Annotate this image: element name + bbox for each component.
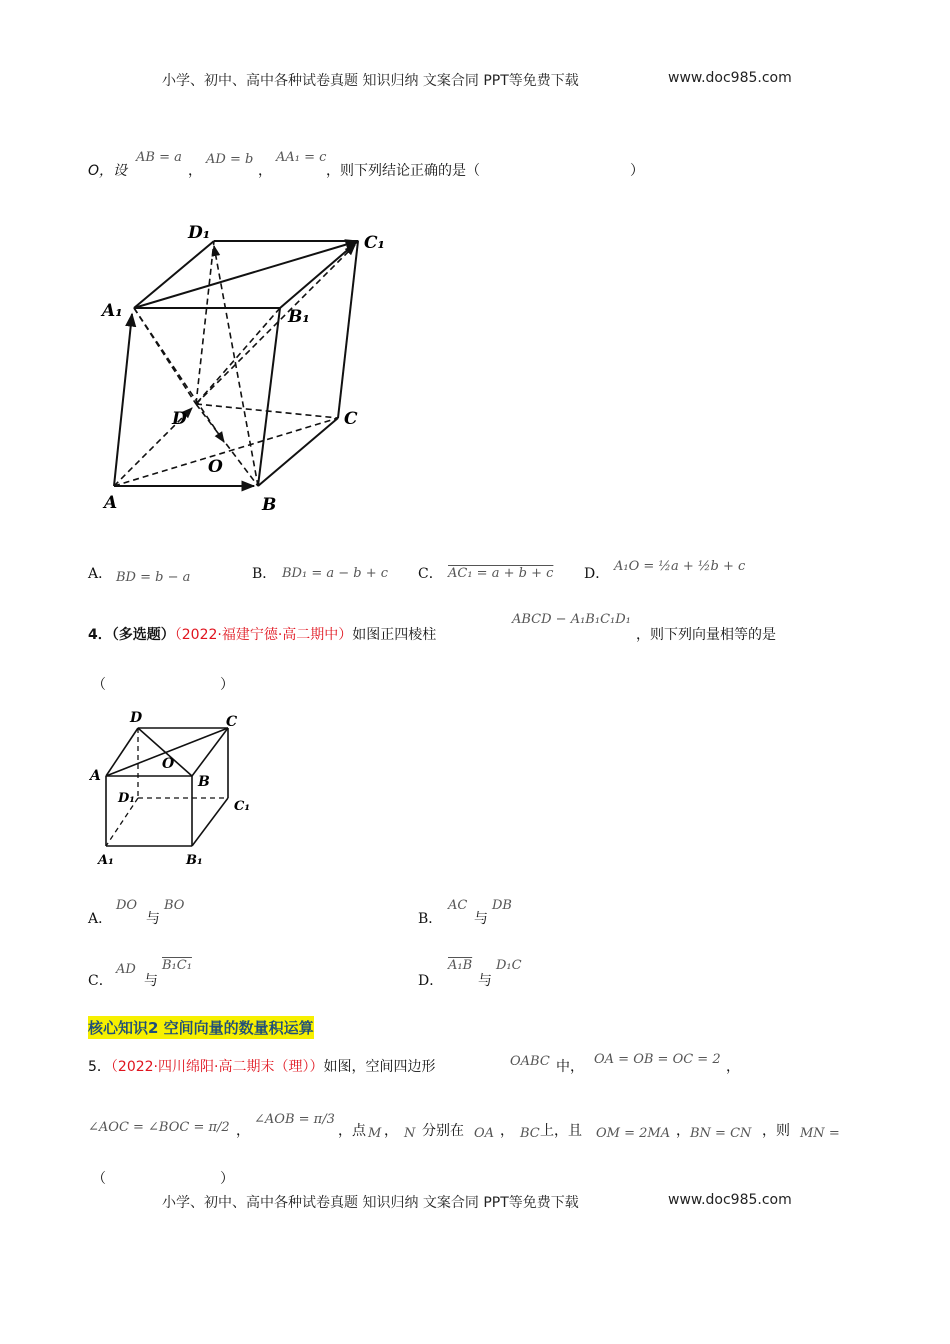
label-o: O (162, 756, 175, 772)
q5-eq1: OA = OB = OC = 2 (594, 1052, 721, 1067)
q5-sep3: ， (676, 1123, 690, 1139)
label-c: C (344, 409, 358, 429)
vector-aa1 (114, 314, 132, 486)
q5-number: 5． (88, 1059, 111, 1075)
q4-paren-close: ） (220, 677, 234, 693)
q5-ze: ，则 (762, 1123, 790, 1139)
label-o: O (208, 457, 223, 477)
q3-option-d-expr: A₁O = ½a + ½b + c (614, 559, 746, 574)
q5-mn: MN = (800, 1126, 840, 1141)
label-a: A (104, 493, 118, 513)
q5-comma: ， (726, 1059, 740, 1075)
q3-option-a-expr: BD = b − a (116, 570, 191, 585)
q4-option-d-left: A₁B (448, 958, 473, 973)
label-b1: B₁ (288, 307, 310, 327)
q3-stem-o: O，设 (88, 163, 128, 179)
q4-option-c-label: C． (88, 973, 113, 989)
label-b1: B₁ (186, 853, 203, 868)
q3-option-b-label: B． (252, 566, 277, 582)
label-a: A (90, 768, 101, 784)
q3-comma2: ， (258, 163, 272, 179)
q4-number: 4． (88, 627, 112, 643)
diag-ac (114, 418, 338, 486)
edge-b1c1 (192, 798, 228, 846)
label-d1: D₁ (188, 223, 211, 243)
q5-stem: 如图，空间四边形 (323, 1059, 436, 1075)
q5-bc: BC (520, 1126, 540, 1141)
q4-option-a-mid: 与 (146, 911, 160, 927)
q4-stem-tail: ，则下列向量相等的是 (636, 627, 776, 643)
q4-option-c-mid: 与 (144, 973, 158, 989)
edge-bc (258, 418, 338, 486)
q5-m: M (368, 1126, 382, 1141)
q5-paren-close: ） (220, 1171, 234, 1187)
label-d1: D₁ (118, 791, 135, 806)
q3-option-b-expr: BD₁ = a − b + c (282, 566, 389, 581)
q3-comma1: ， (188, 163, 202, 179)
label-b: B (198, 774, 210, 790)
q4-stem-line (88, 624, 436, 644)
q4-type: （多选题） (111, 627, 175, 643)
q4-prism: ABCD − A₁B₁C₁D₁ (512, 612, 631, 627)
q3-option-d-label: D． (584, 566, 610, 582)
q5-n: N (404, 1126, 416, 1141)
q4-source: （2022·福建宁德·高二期中） (174, 627, 353, 643)
edge-dd1 (196, 241, 214, 404)
q4-option-b-mid: 与 (474, 911, 488, 927)
edge-b1c1 (280, 241, 358, 308)
q5-dian: ，点 (338, 1123, 366, 1139)
q5-stem-line1 (88, 1056, 435, 1076)
header-site-link[interactable]: www.doc985.com (668, 70, 792, 86)
edge-d1a1 (134, 241, 214, 308)
q5-bn: BN = CN (690, 1126, 752, 1141)
vector-dc1 (196, 245, 355, 404)
label-a1: A₁ (102, 301, 123, 321)
q3-tail: ，则下列结论正确的是（ (326, 163, 480, 179)
q3-parallelepiped-figure (96, 218, 396, 518)
q5-shang: 上，且 (540, 1123, 582, 1139)
q5-oa: OA (474, 1126, 495, 1141)
q3-option-c-expr: AC₁ = a + b + c (448, 566, 554, 581)
q4-option-d-label: D． (418, 973, 444, 989)
q4-option-a-left: DO (116, 898, 138, 913)
label-b: B (262, 495, 277, 515)
q4-option-a-label: A． (88, 911, 113, 927)
q3-ad: AD = b (206, 152, 254, 167)
q4-option-d-mid: 与 (478, 973, 492, 989)
footer-site-link[interactable]: www.doc985.com (668, 1192, 792, 1208)
q3-option-a-label: A． (88, 566, 113, 582)
q5-source: （2022·四川绵阳·高二期末（理）） (110, 1059, 324, 1075)
diag-a1d (134, 308, 196, 404)
q3-aa1: AA₁ = c (276, 150, 327, 165)
q4-stem: 如图正四棱柱 (352, 627, 437, 643)
q5-oabc: OABC (510, 1054, 550, 1069)
q5-angle1: ∠AOC = ∠BOC = π/2 (88, 1120, 230, 1135)
q4-option-c-left: AD (116, 962, 136, 977)
q5-zhong: 中， (556, 1059, 584, 1075)
label-d: D (172, 409, 187, 429)
section-heading: 核心知识2 空间向量的数量积运算 (88, 1016, 314, 1039)
edge-b1b (258, 308, 280, 486)
q4-option-a-right: BO (164, 898, 185, 913)
q3-close-paren: ） (630, 163, 644, 179)
label-c1: C₁ (234, 799, 251, 814)
q3-option-c-label: C． (418, 566, 443, 582)
q3-ab: AB = a (136, 150, 182, 165)
q5-sep: ， (384, 1123, 398, 1139)
diag-b1d (196, 308, 280, 404)
q4-prism-figure (86, 706, 266, 876)
edge-cc1 (338, 241, 358, 418)
label-a1: A₁ (98, 853, 114, 868)
q5-om: OM = 2MA (596, 1126, 671, 1141)
q4-paren-open: （ (92, 677, 106, 693)
q5-paren-open: （ (92, 1171, 106, 1187)
q4-option-d-right: D₁C (496, 958, 522, 973)
q5-angle2: ∠AOB = π/3 (254, 1112, 335, 1127)
label-c1: C₁ (364, 233, 385, 253)
footer-text: 小学、初中、高中各种试卷真题 知识归纳 文案合同 PPT等免费下载 (162, 1195, 579, 1211)
q5-sep2: ， (500, 1123, 514, 1139)
q4-option-b-left: AC (448, 898, 468, 913)
edge-da (106, 728, 138, 776)
header-text: 小学、初中、高中各种试卷真题 知识归纳 文案合同 PPT等免费下载 (162, 73, 579, 89)
q3-stem-start (88, 160, 127, 180)
q4-option-b-right: DB (492, 898, 512, 913)
q5-comma2: ， (236, 1123, 250, 1139)
label-c: C (226, 714, 238, 730)
q4-option-c-right: B₁C₁ (162, 958, 192, 973)
q4-option-b-label: B． (418, 911, 443, 927)
label-d: D (130, 710, 143, 726)
q5-fenbie: 分别在 (422, 1123, 464, 1139)
